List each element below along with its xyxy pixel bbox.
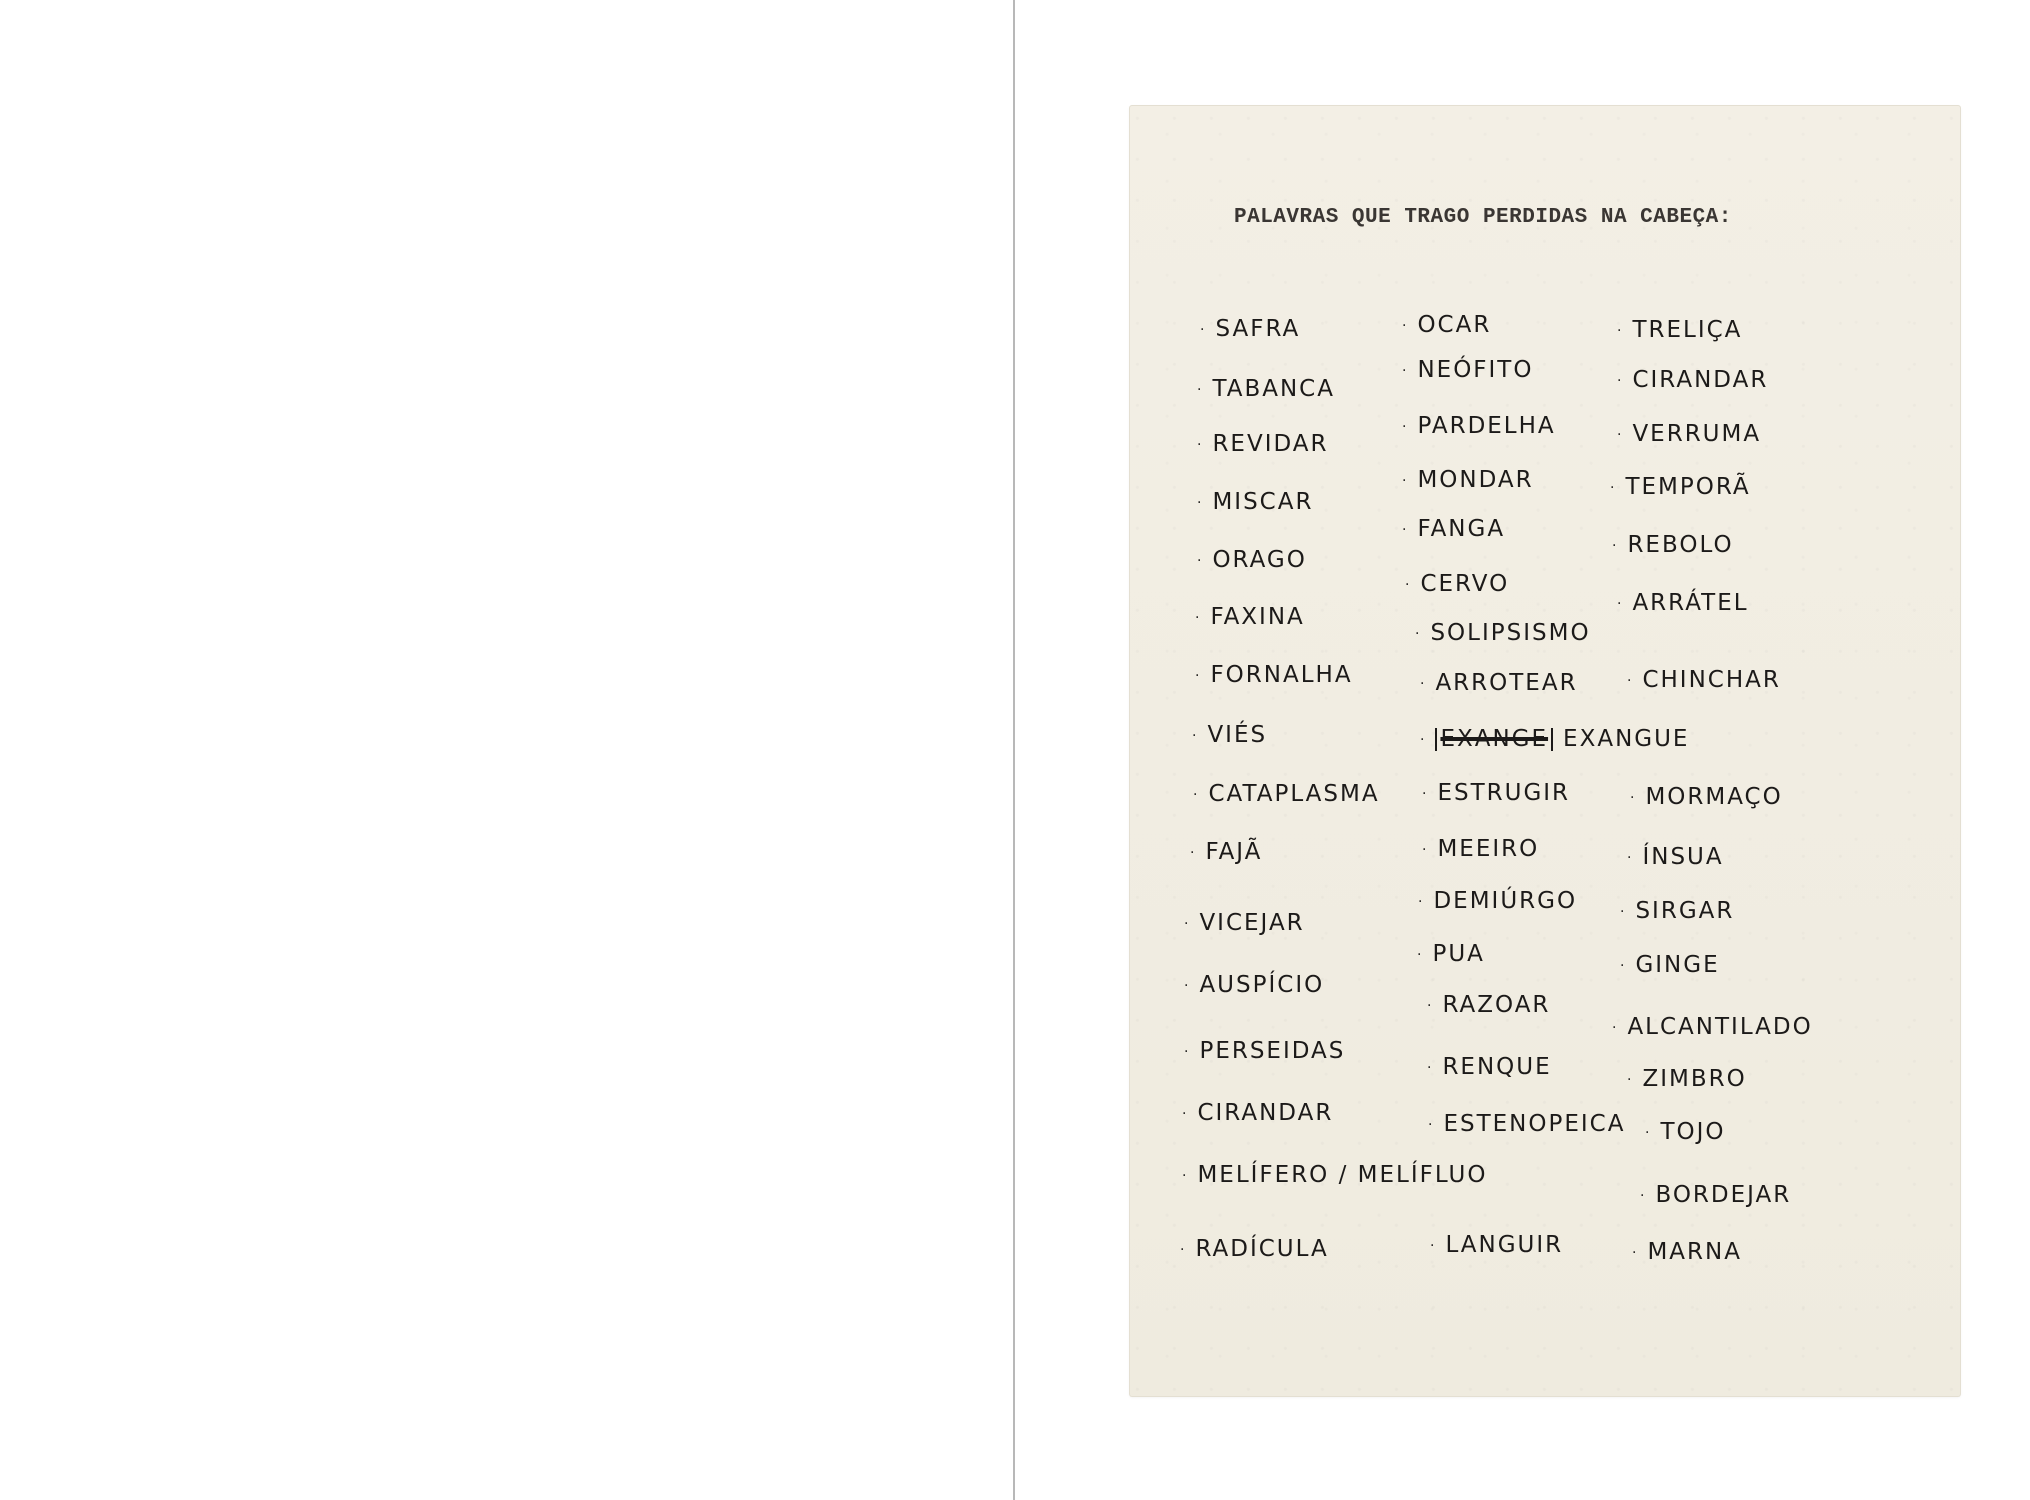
word-item: · MEEIRO: [1422, 836, 1540, 862]
bullet: ·: [1420, 731, 1427, 748]
bullet: ·: [1427, 1059, 1434, 1076]
bullet: ·: [1195, 609, 1202, 626]
word-item: · ZIMBRO: [1627, 1066, 1747, 1092]
bullet: ·: [1402, 362, 1409, 379]
word-item: · NEÓFITO: [1402, 357, 1534, 383]
bullet: ·: [1422, 785, 1429, 802]
bullet: ·: [1632, 1244, 1639, 1261]
word-item: · SAFRA: [1200, 316, 1301, 342]
word-item: · MARNA: [1632, 1239, 1742, 1265]
word-item: · LANGUIR: [1430, 1232, 1564, 1258]
bullet: ·: [1197, 552, 1204, 569]
bullet: ·: [1612, 1019, 1619, 1036]
word-item: · PUA: [1417, 941, 1485, 967]
bullet: ·: [1418, 893, 1425, 910]
word-item: · DEMIÚRGO: [1418, 888, 1578, 914]
word-item: · RENQUE: [1427, 1054, 1552, 1080]
word-item: · MONDAR: [1402, 467, 1534, 493]
bullet: ·: [1195, 667, 1202, 684]
bullet: ·: [1610, 479, 1617, 496]
bullet: ·: [1417, 946, 1424, 963]
bullet: ·: [1197, 436, 1204, 453]
bullet: ·: [1402, 418, 1409, 435]
bullet: ·: [1627, 849, 1634, 866]
bullet: ·: [1182, 1167, 1189, 1184]
bullet: ·: [1620, 957, 1627, 974]
word-item: · ORAGO: [1197, 547, 1307, 573]
word-item: · FANGA: [1402, 516, 1506, 542]
word-item: · REVIDAR: [1197, 431, 1329, 457]
bullet: ·: [1197, 381, 1204, 398]
bullet: ·: [1182, 1105, 1189, 1122]
bullet: ·: [1197, 494, 1204, 511]
word-item: · SIRGAR: [1620, 898, 1735, 924]
bullet: ·: [1193, 786, 1200, 803]
bullet: ·: [1184, 977, 1191, 994]
word-item: · CIRANDAR: [1617, 367, 1769, 393]
word-item: · VIÉS: [1192, 722, 1268, 748]
bullet: ·: [1422, 841, 1429, 858]
word-item: · TOJO: [1645, 1119, 1726, 1145]
word-item: · ALCANTILADO: [1612, 1014, 1813, 1040]
word-item: · SOLIPSISMO: [1415, 620, 1591, 646]
bullet: ·: [1180, 1241, 1187, 1258]
bullet: ·: [1627, 1071, 1634, 1088]
bullet: ·: [1645, 1124, 1652, 1141]
bullet: ·: [1617, 595, 1624, 612]
bullet: ·: [1627, 672, 1634, 689]
bullet: ·: [1192, 727, 1199, 744]
bullet: ·: [1402, 521, 1409, 538]
word-item: · BORDEJAR: [1640, 1182, 1792, 1208]
word-item: · TRELIÇA: [1617, 317, 1743, 343]
word-item: · PARDELHA: [1402, 413, 1556, 439]
word-item: · FAXINA: [1195, 604, 1305, 630]
word-item: · FAJÃ: [1190, 839, 1263, 865]
struck-word: EXANGE: [1435, 728, 1553, 751]
word-item: · ARROTEAR: [1420, 670, 1578, 696]
word-item: · FORNALHA: [1195, 662, 1353, 688]
card-title: PALAVRAS QUE TRAGO PERDIDAS NA CABEÇA:: [1234, 206, 1732, 229]
bullet: ·: [1402, 317, 1409, 334]
bullet: ·: [1430, 1237, 1437, 1254]
bullet: ·: [1630, 789, 1637, 806]
word-item: · VICEJAR: [1184, 910, 1305, 936]
word-item: · CATAPLASMA: [1193, 781, 1380, 807]
bullet: ·: [1190, 844, 1197, 861]
bullet: ·: [1200, 321, 1207, 338]
word-item: · CIRANDAR: [1182, 1100, 1334, 1126]
bullet: ·: [1617, 322, 1624, 339]
word-item: · AUSPÍCIO: [1184, 972, 1325, 998]
word-item: · MELÍFERO / MELÍFLUO: [1182, 1162, 1488, 1188]
word-item: · MORMAÇO: [1630, 784, 1783, 810]
bullet: ·: [1184, 1043, 1191, 1060]
bullet: ·: [1620, 903, 1627, 920]
word-item: · RAZOAR: [1427, 992, 1551, 1018]
bullet: ·: [1612, 537, 1619, 554]
bullet: ·: [1427, 997, 1434, 1014]
word-item: · GINGE: [1620, 952, 1720, 978]
word-item: · TEMPORÃ: [1610, 474, 1751, 500]
bullet: ·: [1617, 372, 1624, 389]
word-item: · TABANCA: [1197, 376, 1335, 402]
word-item: · RADÍCULA: [1180, 1236, 1329, 1262]
bullet: ·: [1415, 625, 1422, 642]
word-item: · CHINCHAR: [1627, 667, 1781, 693]
bullet: ·: [1420, 675, 1427, 692]
word-item: · ARRÁTEL: [1617, 590, 1749, 616]
left-page: [0, 0, 1013, 1500]
bullet: ·: [1640, 1187, 1647, 1204]
word-item: · OCAR: [1402, 312, 1492, 338]
word-item: · ESTRUGIR: [1422, 780, 1571, 806]
word-item: · ESTENOPEICA: [1428, 1111, 1626, 1137]
word-item: · CERVO: [1405, 571, 1510, 597]
word-item: · VERRUMA: [1617, 421, 1762, 447]
word-item: · PERSEIDAS: [1184, 1038, 1346, 1064]
bullet: ·: [1402, 472, 1409, 489]
bullet: ·: [1617, 426, 1624, 443]
word-item-corrected: [1420, 728, 1689, 751]
bullet: ·: [1184, 915, 1191, 932]
bullet: ·: [1405, 576, 1412, 593]
corrected-word: EXANGUE: [1563, 726, 1690, 752]
word-item: · MISCAR: [1197, 489, 1314, 515]
word-item: · ÍNSUA: [1627, 844, 1724, 870]
bullet: ·: [1428, 1116, 1435, 1133]
paper-card: [1130, 106, 1960, 1396]
word-item: · REBOLO: [1612, 532, 1734, 558]
